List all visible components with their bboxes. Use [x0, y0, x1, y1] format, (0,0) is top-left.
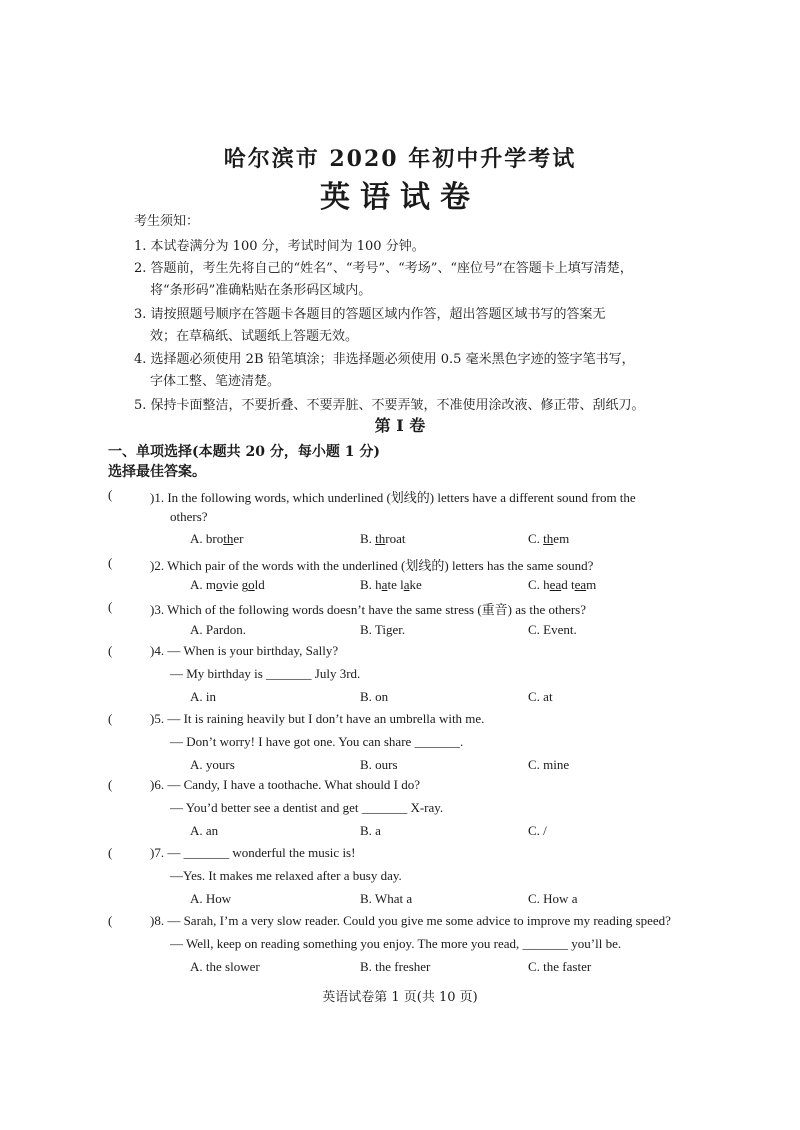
- answer-paren: (: [108, 777, 113, 792]
- question-6-option-a: A. an: [190, 823, 219, 838]
- question-1-option-b: B. throat: [360, 531, 406, 546]
- answer-paren: (: [108, 711, 113, 726]
- question-8-option-b: B. the fresher: [360, 959, 431, 974]
- question-4-text: )4. — When is your birthday, Sally?: [150, 643, 339, 658]
- question-6-option-b: B. a: [360, 823, 381, 838]
- question-3-option-a: A. Pardon.: [190, 622, 246, 637]
- rule-3: 3. 请按照题号顺序在答题卡各题目的答题区域内作答，超出答题区域书写的答案无: [134, 307, 606, 322]
- rule-5: 5. 保持卡面整洁，不要折叠、不要弄脏、不要弄皱，不准使用涂改液、修正带、刮纸刀。: [134, 398, 645, 413]
- rule-2-cont: 将“条形码”准确粘贴在条形码区域内。: [150, 283, 372, 298]
- rule-4-cont: 字体工整、笔迹清楚。: [150, 374, 281, 389]
- question-5-option-b: B. ours: [360, 757, 398, 772]
- exam-title: 哈尔滨市 2020 年初中升学考试: [223, 146, 577, 172]
- question-1-text: )1. In the following words, which underlined (划线的) letters have a different sound from the: [150, 490, 636, 505]
- question-6-text-cont: — You’d better see a dentist and get _______ X-ray.: [170, 800, 444, 815]
- question-7-option-c: C. How a: [528, 891, 578, 906]
- answer-paren: (: [108, 555, 113, 570]
- section-title: 一、单项选择(本题共 20 分，每小题 1 分): [108, 444, 380, 460]
- question-7-text: )7. — _______ wonderful the music is!: [150, 845, 356, 860]
- question-8-option-c: C. the faster: [528, 959, 592, 974]
- answer-paren: (: [108, 487, 113, 502]
- question-5-text-cont: — Don’t worry! I have got one. You can share _______.: [170, 734, 464, 749]
- question-7-text-cont: —Yes. It makes me relaxed after a busy day.: [170, 868, 402, 883]
- question-8-text-cont: — Well, keep on reading something you enjoy. The more you read, _______ you’ll be.: [170, 936, 622, 951]
- question-4-option-a: A. in: [190, 689, 216, 704]
- notice-heading: 考生须知：: [134, 214, 200, 229]
- question-5-option-a: A. yours: [190, 757, 235, 772]
- question-8-text: )8. — Sarah, I’m a very slow reader. Could you give me some advice to improve my reading speed?: [150, 913, 671, 928]
- section-instruction: 选择最佳答案。: [108, 464, 206, 480]
- rule-3-cont: 效；在草稿纸、试题纸上答题无效。: [150, 329, 359, 344]
- paper-title: 英语试卷: [320, 180, 480, 215]
- page-footer: 英语试卷第 1 页(共 10 页): [322, 990, 478, 1005]
- question-4-option-c: C. at: [528, 689, 553, 704]
- answer-paren: (: [108, 643, 113, 658]
- question-3-text: )3. Which of the following words doesn’t have the same stress (重音) as the others?: [150, 602, 587, 617]
- question-6-text: )6. — Candy, I have a toothache. What should I do?: [150, 777, 421, 792]
- question-8-option-a: A. the slower: [190, 959, 260, 974]
- question-1-option-a: A. brother: [190, 531, 244, 546]
- question-1-text-cont: others?: [170, 509, 208, 524]
- rule-1: 1. 本试卷满分为 100 分，考试时间为 100 分钟。: [134, 239, 425, 254]
- question-5-text: )5. — It is raining heavily but I don’t have an umbrella with me.: [150, 711, 485, 726]
- question-7-option-b: B. What a: [360, 891, 413, 906]
- question-5-option-c: C. mine: [528, 757, 570, 772]
- question-1-option-c: C. them: [528, 531, 570, 546]
- rule-2: 2. 答题前，考生先将自己的“姓名”、“考号”、“考场”、“座位号”在答题卡上填写清楚，: [134, 261, 633, 276]
- answer-paren: (: [108, 599, 113, 614]
- question-3-option-c: C. Event.: [528, 622, 577, 637]
- question-6-option-c: C. /: [528, 823, 547, 838]
- question-4-text-cont: — My birthday is _______ July 3rd.: [170, 666, 361, 681]
- question-2-text: )2. Which pair of the words with the underlined (划线的) letters has the same sound?: [150, 558, 594, 573]
- rule-4: 4. 选择题必须使用 2B 铅笔填涂；非选择题必须使用 0.5 毫米黑色字迹的签字笔书写，: [134, 352, 635, 367]
- question-7-option-a: A. How: [190, 891, 232, 906]
- question-2-option-c: C. head team: [528, 577, 597, 592]
- question-2-option-b: B. hate lake: [360, 577, 422, 592]
- question-3-option-b: B. Tiger.: [360, 622, 406, 637]
- question-4-option-b: B. on: [360, 689, 389, 704]
- question-2-option-a: A. movie gold: [190, 577, 265, 592]
- answer-paren: (: [108, 845, 113, 860]
- part-title: 第 I 卷: [374, 416, 426, 435]
- answer-paren: (: [108, 913, 113, 928]
